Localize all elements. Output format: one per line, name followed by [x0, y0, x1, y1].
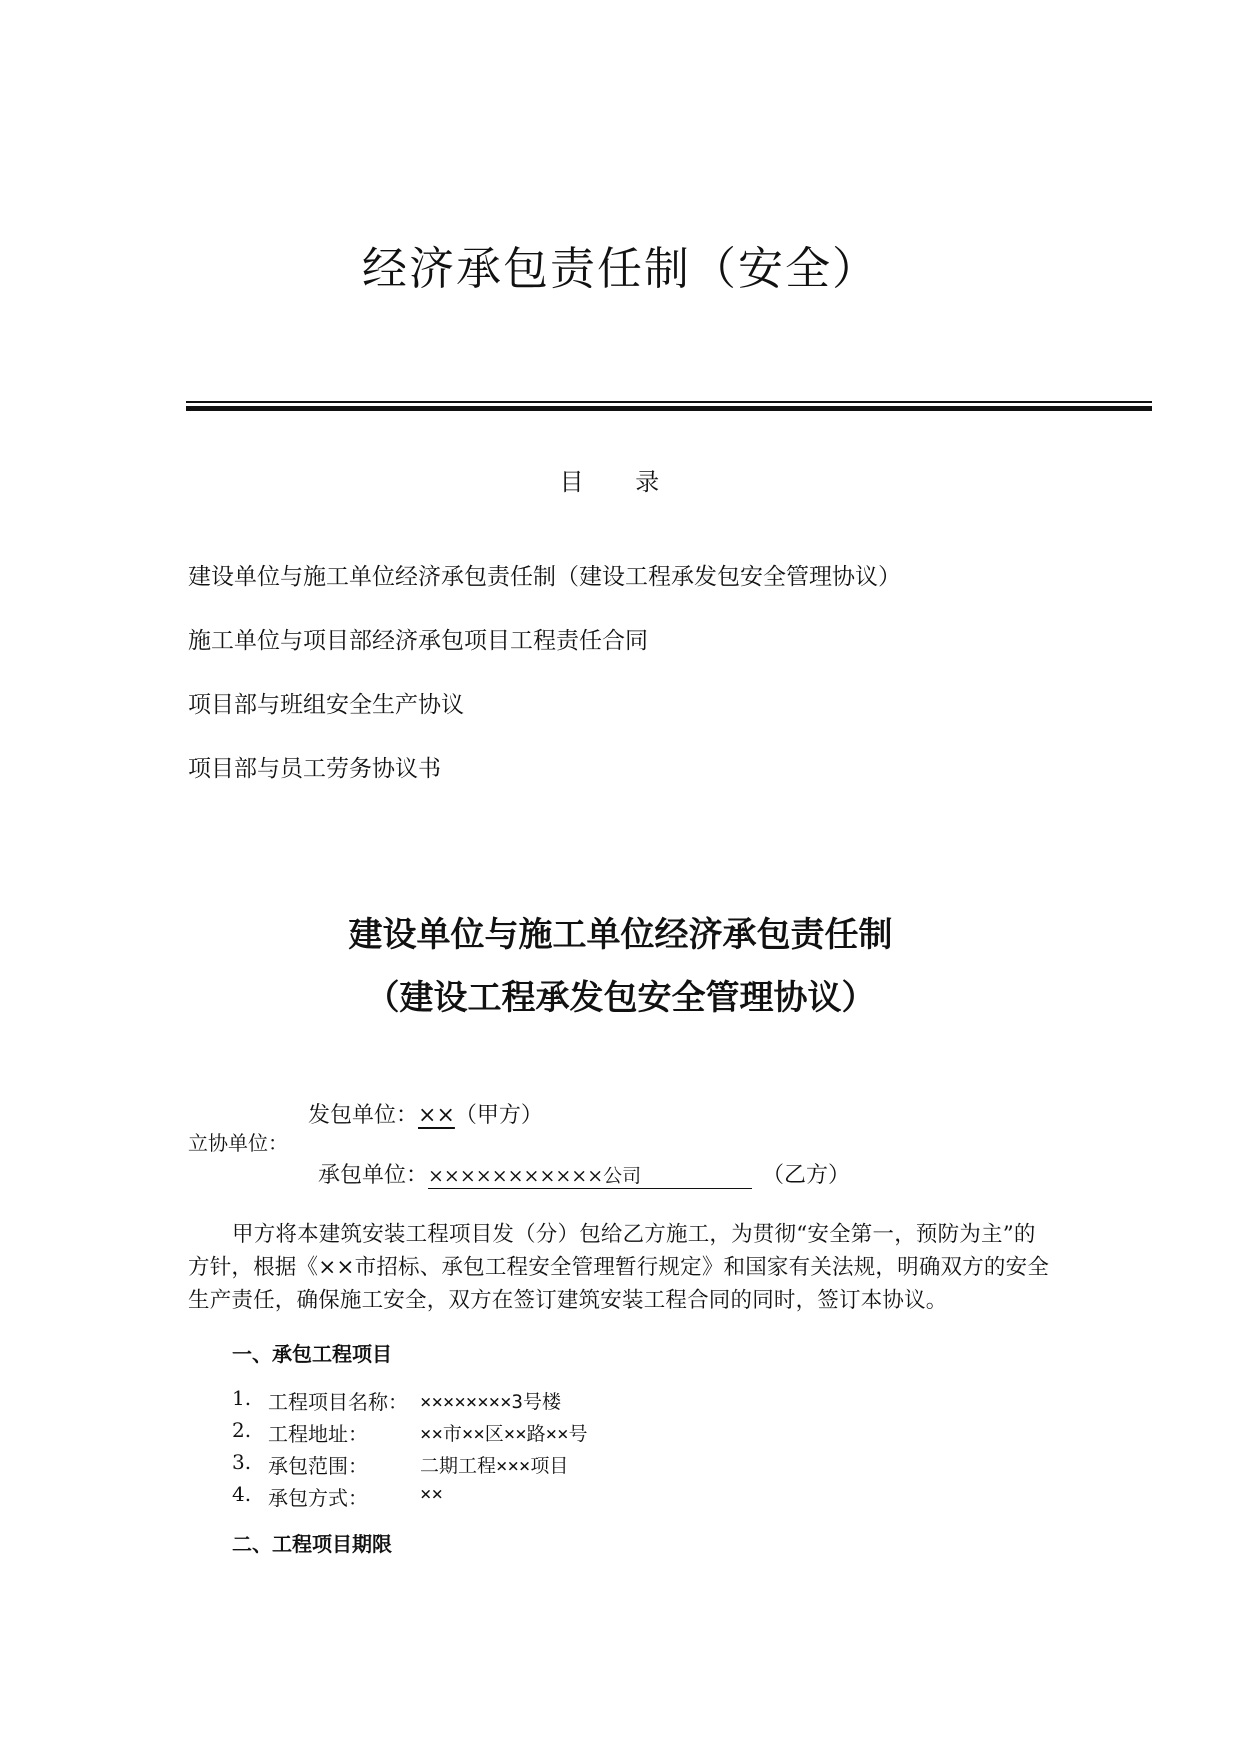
item-number: 2. [232, 1418, 252, 1442]
title-rule-thin [186, 401, 1152, 403]
signing-parties-label: 立协单位： [188, 1131, 288, 1155]
employer-suffix: （甲方） [454, 1103, 543, 1128]
toc-item: 项目部与班组安全生产协议 [188, 692, 464, 718]
item-number: 1. [232, 1386, 252, 1410]
employer-value: ×× [418, 1103, 455, 1128]
item-label: 承包方式： [268, 1486, 368, 1510]
item-number: 3. [232, 1450, 252, 1474]
item-label: 工程地址： [268, 1422, 368, 1446]
toc-item: 施工单位与项目部经济承包项目工程责任合同 [188, 628, 648, 654]
item-number: 4. [232, 1482, 252, 1506]
toc-item: 建设单位与施工单位经济承包责任制（建设工程承发包安全管理协议） [188, 564, 901, 590]
item-label: 承包范围： [268, 1454, 368, 1478]
employer-row [308, 1098, 543, 1129]
contractor-value: ×××××××××××公司 [428, 1165, 642, 1187]
item-label: 工程项目名称： [268, 1390, 408, 1414]
contractor-suffix: （乙方） [762, 1163, 851, 1188]
document-subtitle: （建设工程承发包安全管理协议） [365, 978, 876, 1018]
contractor-fill-line [428, 1161, 752, 1189]
contractor-label: 承包单位： [318, 1163, 429, 1188]
contractor-row [318, 1158, 850, 1189]
section-heading: 一、承包工程项目 [232, 1342, 392, 1366]
item-value: ××××××××3号楼 [420, 1391, 561, 1413]
item-value: ×× [420, 1483, 443, 1505]
employer-label: 发包单位： [308, 1103, 419, 1128]
document-title: 建设单位与施工单位经济承包责任制 [348, 915, 893, 955]
item-value: ××市××区××路××号 [420, 1423, 588, 1445]
item-value: 二期工程×××项目 [420, 1455, 569, 1477]
toc-item: 项目部与员工劳务协议书 [188, 756, 441, 782]
section-heading: 二、工程项目期限 [232, 1532, 392, 1556]
intro-paragraph: 甲方将本建筑安装工程项目发（分）包给乙方施工，为贯彻“安全第一，预防为主”的方针，根据《××市招标、承包工程安全管理暂行规定》和国家有关法规，明确双方的安全生产责任，确保施工安全，双方在签订建筑安装工程合同的同时，签订本协议。 [188, 1222, 1050, 1313]
title-rule-thick [186, 406, 1152, 411]
toc-heading: 目 录 [559, 468, 682, 496]
main-title: 经济承包责任制（安全） [361, 242, 879, 295]
